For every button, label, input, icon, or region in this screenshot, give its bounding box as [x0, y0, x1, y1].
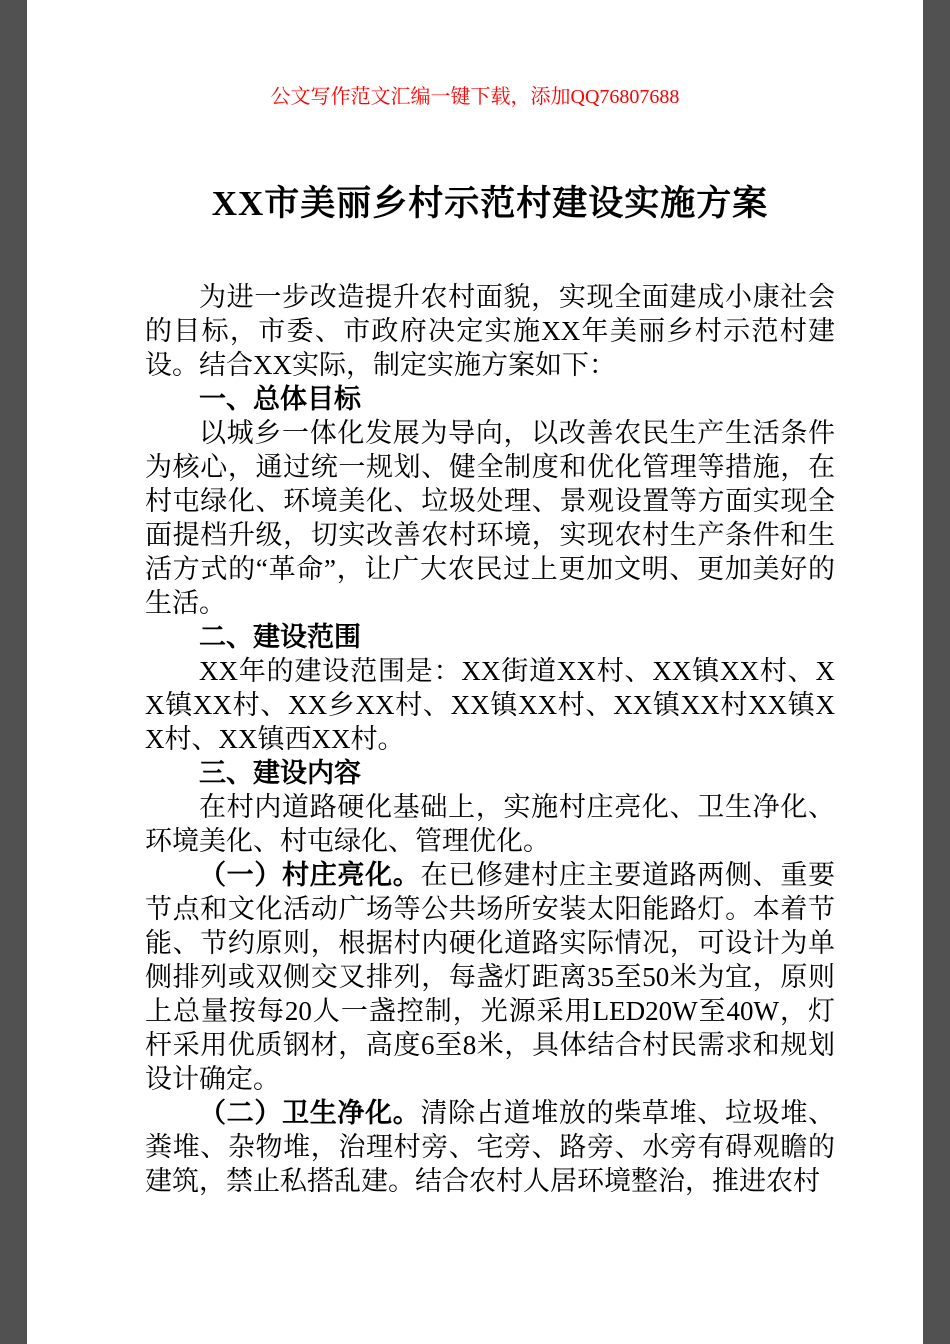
section-heading: 三、建设内容	[199, 758, 361, 788]
paragraph-lead: （一）村庄亮化。	[199, 860, 421, 890]
body-paragraph: 在村内道路硬化基础上，实施村庄亮化、卫生净化、环境美化、村屯绿化、管理优化。	[145, 792, 835, 856]
body-paragraph: 以城乡一体化发展为导向，以改善农民生产生活条件为核心，通过统一规划、健全制度和优化管理等措施，在村屯绿化、环境美化、垃圾处理、景观设置等方面实现全面提档升级，切实改善农村环境，实现农村生产条件和生活方式的“革命”，让广大农民过上更加文明、更加美好的生活。	[145, 418, 835, 618]
right-edge-strip	[923, 0, 950, 1344]
document-title: XX市美丽乡村示范村建设实施方案	[211, 184, 769, 223]
left-edge-strip	[0, 0, 27, 1344]
section-heading: 二、建设范围	[199, 622, 361, 652]
section-heading: 一、总体目标	[199, 384, 361, 414]
body-paragraph: XX年的建设范围是：XX街道XX村、XX镇XX村、XX镇XX村、XX乡XX村、XX镇XX村、XX镇XX村XX镇XX村、XX镇西XX村。	[145, 656, 835, 754]
body-paragraph: 为进一步改造提升农村面貌，实现全面建成小康社会的目标，市委、市政府决定实施XX年美丽乡村示范村建设。结合XX实际，制定实施方案如下：	[145, 282, 835, 380]
header-promo-text: 公文写作范文汇编一键下载，添加QQ76807688	[270, 86, 680, 108]
document-body	[145, 280, 835, 1198]
body-paragraph: （二）卫生净化。清除占道堆放的柴草堆、垃圾堆、粪堆、杂物堆，治理村旁、宅旁、路旁、水旁有碍观瞻的建筑，禁止私搭乱建。结合农村人居环境整治，推进农村	[145, 1098, 836, 1196]
body-paragraph: （一）村庄亮化。在已修建村庄主要道路两侧、重要节点和文化活动广场等公共场所安装太阳能路灯。本着节能、节约原则，根据村内硬化道路实际情况，可设计为单侧排列或双侧交叉排列，每盏灯距离35至50米为宜，原则上总量按每20人一盏控制，光源采用LED20W至40W，灯杆采用优质钢材，高度6至8米，具体结合村民需求和规划设计确定。	[145, 860, 836, 1094]
paragraph-lead: （二）卫生净化。	[199, 1098, 421, 1128]
